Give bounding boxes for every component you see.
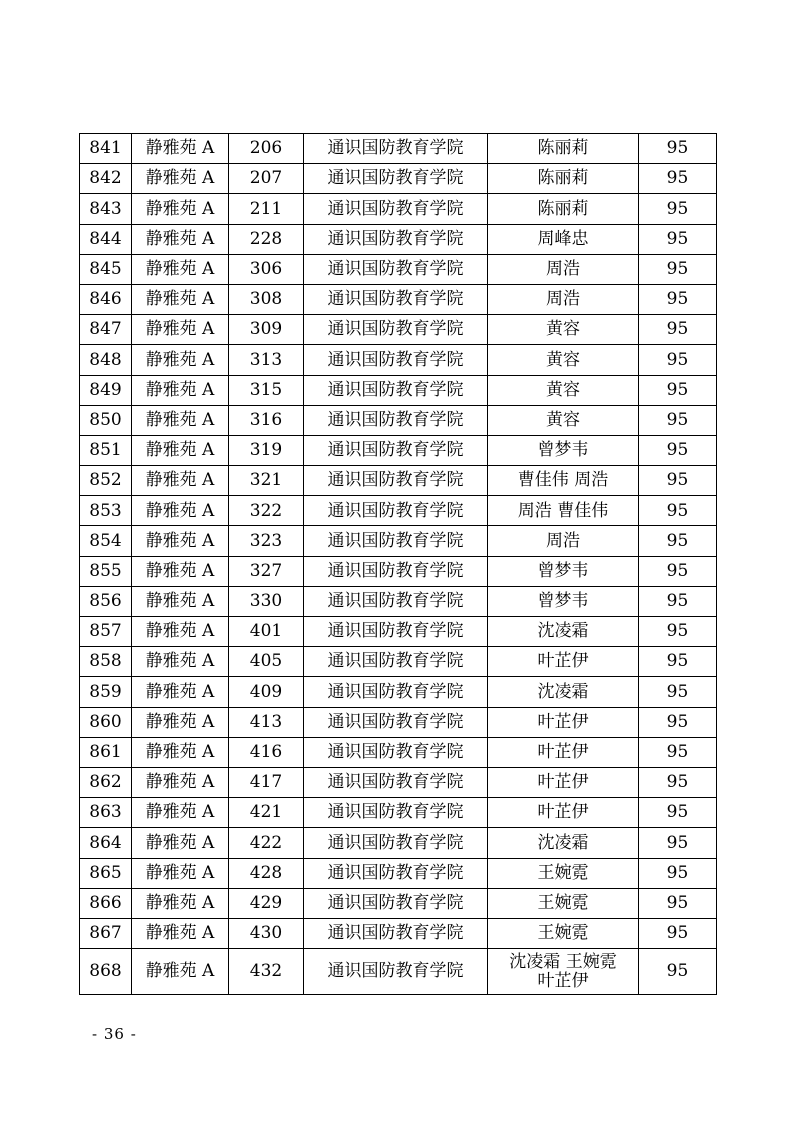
row-number: 858 [80, 647, 132, 677]
college-name: 通识国防教育学院 [304, 375, 488, 405]
row-number: 854 [80, 526, 132, 556]
inspector-name-line: 叶芷伊 [537, 772, 589, 793]
inspector-name-line: 叶芷伊 [537, 802, 589, 823]
room-number: 401 [229, 617, 304, 647]
table-row [80, 737, 717, 767]
table-row [80, 828, 717, 858]
row-number: 867 [80, 918, 132, 948]
inspector-name-line: 王婉霓 [537, 862, 589, 883]
building-name: 静雅苑 A [132, 254, 229, 284]
row-number: 865 [80, 858, 132, 888]
college-name: 通识国防教育学院 [304, 224, 488, 254]
inspector-name-line: 陈丽莉 [537, 138, 589, 159]
score-value: 95 [639, 375, 717, 405]
room-number: 416 [229, 737, 304, 767]
row-number: 852 [80, 466, 132, 496]
score-value: 95 [639, 284, 717, 314]
inspector-names [488, 888, 639, 918]
inspector-names [488, 194, 639, 224]
table-row [80, 375, 717, 405]
college-name: 通识国防教育学院 [304, 707, 488, 737]
row-number: 857 [80, 617, 132, 647]
inspector-name-line: 陈丽莉 [537, 168, 589, 189]
room-number: 413 [229, 707, 304, 737]
inspector-name-line: 曾梦韦 [537, 440, 589, 461]
page-number: - 36 - [92, 1025, 137, 1043]
row-number: 850 [80, 405, 132, 435]
room-number: 430 [229, 918, 304, 948]
inspector-names [488, 496, 639, 526]
table-row [80, 134, 717, 164]
building-name: 静雅苑 A [132, 375, 229, 405]
row-number: 863 [80, 798, 132, 828]
building-name: 静雅苑 A [132, 586, 229, 616]
table-row [80, 466, 717, 496]
table-row [80, 556, 717, 586]
score-value: 95 [639, 888, 717, 918]
building-name: 静雅苑 A [132, 888, 229, 918]
room-number: 422 [229, 828, 304, 858]
table-row [80, 496, 717, 526]
inspector-names [488, 164, 639, 194]
row-number: 843 [80, 194, 132, 224]
inspector-names [488, 405, 639, 435]
inspector-name-line: 曾梦韦 [537, 591, 589, 612]
inspector-name-line: 叶芷伊 [537, 742, 589, 762]
row-number: 846 [80, 284, 132, 314]
building-name: 静雅苑 A [132, 526, 229, 556]
building-name: 静雅苑 A [132, 828, 229, 858]
college-name: 通识国防教育学院 [304, 164, 488, 194]
score-value: 95 [639, 345, 717, 375]
college-name: 通识国防教育学院 [304, 466, 488, 496]
inspector-names [488, 677, 639, 707]
building-name: 静雅苑 A [132, 405, 229, 435]
score-value: 95 [639, 526, 717, 556]
inspector-names [488, 949, 639, 995]
table-row [80, 254, 717, 284]
score-value: 95 [639, 496, 717, 526]
score-value: 95 [639, 194, 717, 224]
inspector-names [488, 858, 639, 888]
row-number: 864 [80, 828, 132, 858]
inspector-name-line: 沈凌霜 [537, 832, 589, 853]
table-row [80, 284, 717, 314]
dormitory-score-table [79, 133, 717, 995]
college-name: 通识国防教育学院 [304, 284, 488, 314]
inspector-names [488, 526, 639, 556]
score-value: 95 [639, 224, 717, 254]
inspector-name-line: 沈凌霜 [537, 621, 589, 642]
inspector-name-line: 叶芷伊 [537, 970, 589, 991]
room-number: 316 [229, 405, 304, 435]
inspector-names [488, 647, 639, 677]
inspector-names [488, 284, 639, 314]
building-name: 静雅苑 A [132, 134, 229, 164]
inspector-names [488, 345, 639, 375]
inspector-names [488, 737, 639, 767]
row-number: 848 [80, 345, 132, 375]
inspector-names [488, 435, 639, 465]
table-row [80, 586, 717, 616]
building-name: 静雅苑 A [132, 315, 229, 345]
score-value: 95 [639, 315, 717, 345]
college-name: 通识国防教育学院 [304, 828, 488, 858]
row-number: 847 [80, 315, 132, 345]
inspector-name-line: 王婉霓 [537, 923, 589, 944]
building-name: 静雅苑 A [132, 767, 229, 797]
inspector-name-line: 沈凌霜 王婉霓 [509, 951, 617, 972]
score-value: 95 [639, 949, 717, 995]
building-name: 静雅苑 A [132, 918, 229, 948]
score-value: 95 [639, 707, 717, 737]
college-name: 通识国防教育学院 [304, 435, 488, 465]
room-number: 330 [229, 586, 304, 616]
inspector-name-line: 曹佳伟 周浩 [517, 470, 609, 491]
score-value: 95 [639, 767, 717, 797]
building-name: 静雅苑 A [132, 496, 229, 526]
inspector-name-line: 黄容 [546, 319, 580, 340]
room-number: 308 [229, 284, 304, 314]
table-body [80, 134, 717, 995]
table-row [80, 647, 717, 677]
inspector-name-line: 周浩 [546, 289, 580, 310]
table-row [80, 405, 717, 435]
building-name: 静雅苑 A [132, 707, 229, 737]
college-name: 通识国防教育学院 [304, 254, 488, 284]
row-number: 861 [80, 737, 132, 767]
score-value: 95 [639, 586, 717, 616]
table-row [80, 798, 717, 828]
room-number: 207 [229, 164, 304, 194]
score-value: 95 [639, 466, 717, 496]
college-name: 通识国防教育学院 [304, 586, 488, 616]
inspector-name-line: 叶芷伊 [537, 651, 589, 672]
score-value: 95 [639, 737, 717, 767]
college-name: 通识国防教育学院 [304, 737, 488, 767]
room-number: 321 [229, 466, 304, 496]
room-number: 323 [229, 526, 304, 556]
inspector-name-line: 王婉霓 [537, 892, 589, 913]
score-value: 95 [639, 254, 717, 284]
score-value: 95 [639, 858, 717, 888]
building-name: 静雅苑 A [132, 224, 229, 254]
room-number: 206 [229, 134, 304, 164]
row-number: 868 [80, 949, 132, 995]
score-value: 95 [639, 617, 717, 647]
table-row [80, 164, 717, 194]
table-row [80, 617, 717, 647]
college-name: 通识国防教育学院 [304, 677, 488, 707]
room-number: 421 [229, 798, 304, 828]
college-name: 通识国防教育学院 [304, 888, 488, 918]
college-name: 通识国防教育学院 [304, 949, 488, 995]
inspector-names [488, 707, 639, 737]
row-number: 862 [80, 767, 132, 797]
building-name: 静雅苑 A [132, 164, 229, 194]
inspector-names [488, 798, 639, 828]
room-number: 409 [229, 677, 304, 707]
room-number: 309 [229, 315, 304, 345]
inspector-name-line: 黄容 [546, 409, 580, 430]
row-number: 859 [80, 677, 132, 707]
score-value: 95 [639, 677, 717, 707]
table-row [80, 858, 717, 888]
inspector-names [488, 224, 639, 254]
building-name: 静雅苑 A [132, 858, 229, 888]
college-name: 通识国防教育学院 [304, 918, 488, 948]
row-number: 849 [80, 375, 132, 405]
room-number: 432 [229, 949, 304, 995]
room-number: 405 [229, 647, 304, 677]
table-row [80, 526, 717, 556]
room-number: 315 [229, 375, 304, 405]
row-number: 841 [80, 134, 132, 164]
table-row [80, 949, 717, 995]
college-name: 通识国防教育学院 [304, 526, 488, 556]
inspector-name-line: 周浩 [546, 259, 580, 279]
row-number: 855 [80, 556, 132, 586]
row-number: 860 [80, 707, 132, 737]
inspector-names [488, 466, 639, 496]
score-value: 95 [639, 647, 717, 677]
inspector-names [488, 918, 639, 948]
inspector-name-line: 周浩 曹佳伟 [517, 500, 609, 521]
college-name: 通识国防教育学院 [304, 315, 488, 345]
inspector-name-line: 陈丽莉 [537, 198, 589, 219]
room-number: 327 [229, 556, 304, 586]
score-value: 95 [639, 798, 717, 828]
room-number: 211 [229, 194, 304, 224]
building-name: 静雅苑 A [132, 949, 229, 995]
building-name: 静雅苑 A [132, 617, 229, 647]
score-value: 95 [639, 134, 717, 164]
college-name: 通识国防教育学院 [304, 556, 488, 586]
inspector-names [488, 134, 639, 164]
room-number: 319 [229, 435, 304, 465]
score-value: 95 [639, 556, 717, 586]
room-number: 228 [229, 224, 304, 254]
row-number: 851 [80, 435, 132, 465]
college-name: 通识国防教育学院 [304, 767, 488, 797]
building-name: 静雅苑 A [132, 466, 229, 496]
inspector-name-line: 曾梦韦 [537, 560, 589, 581]
inspector-names [488, 767, 639, 797]
inspector-names [488, 315, 639, 345]
inspector-names [488, 586, 639, 616]
inspector-name-line: 黄容 [546, 379, 580, 400]
row-number: 844 [80, 224, 132, 254]
college-name: 通识国防教育学院 [304, 194, 488, 224]
row-number: 842 [80, 164, 132, 194]
building-name: 静雅苑 A [132, 194, 229, 224]
college-name: 通识国防教育学院 [304, 858, 488, 888]
building-name: 静雅苑 A [132, 677, 229, 707]
room-number: 306 [229, 254, 304, 284]
score-value: 95 [639, 828, 717, 858]
room-number: 322 [229, 496, 304, 526]
inspector-names [488, 617, 639, 647]
college-name: 通识国防教育学院 [304, 405, 488, 435]
inspector-names [488, 375, 639, 405]
row-number: 866 [80, 888, 132, 918]
college-name: 通识国防教育学院 [304, 798, 488, 828]
score-value: 95 [639, 435, 717, 465]
inspector-name-line: 周浩 [546, 530, 580, 551]
table-row [80, 224, 717, 254]
inspector-name-line: 周峰忠 [537, 228, 589, 249]
college-name: 通识国防教育学院 [304, 345, 488, 375]
room-number: 417 [229, 767, 304, 797]
table-row [80, 345, 717, 375]
room-number: 313 [229, 345, 304, 375]
inspector-name-line: 沈凌霜 [537, 681, 589, 702]
table-row [80, 767, 717, 797]
table-row [80, 677, 717, 707]
row-number: 856 [80, 586, 132, 616]
building-name: 静雅苑 A [132, 284, 229, 314]
room-number: 428 [229, 858, 304, 888]
building-name: 静雅苑 A [132, 647, 229, 677]
inspector-name-line: 黄容 [546, 349, 580, 370]
row-number: 845 [80, 254, 132, 284]
building-name: 静雅苑 A [132, 345, 229, 375]
room-number: 429 [229, 888, 304, 918]
inspector-names [488, 556, 639, 586]
building-name: 静雅苑 A [132, 435, 229, 465]
college-name: 通识国防教育学院 [304, 617, 488, 647]
score-value: 95 [639, 918, 717, 948]
building-name: 静雅苑 A [132, 556, 229, 586]
table-row [80, 918, 717, 948]
table-row [80, 315, 717, 345]
inspector-name-line: 叶芷伊 [537, 711, 589, 732]
inspector-names [488, 254, 639, 284]
inspector-names [488, 828, 639, 858]
score-value: 95 [639, 164, 717, 194]
row-number: 853 [80, 496, 132, 526]
table-row [80, 888, 717, 918]
table-row [80, 707, 717, 737]
building-name: 静雅苑 A [132, 798, 229, 828]
score-value: 95 [639, 405, 717, 435]
college-name: 通识国防教育学院 [304, 134, 488, 164]
table-row [80, 435, 717, 465]
building-name: 静雅苑 A [132, 737, 229, 767]
college-name: 通识国防教育学院 [304, 647, 488, 677]
table-row [80, 194, 717, 224]
college-name: 通识国防教育学院 [304, 496, 488, 526]
